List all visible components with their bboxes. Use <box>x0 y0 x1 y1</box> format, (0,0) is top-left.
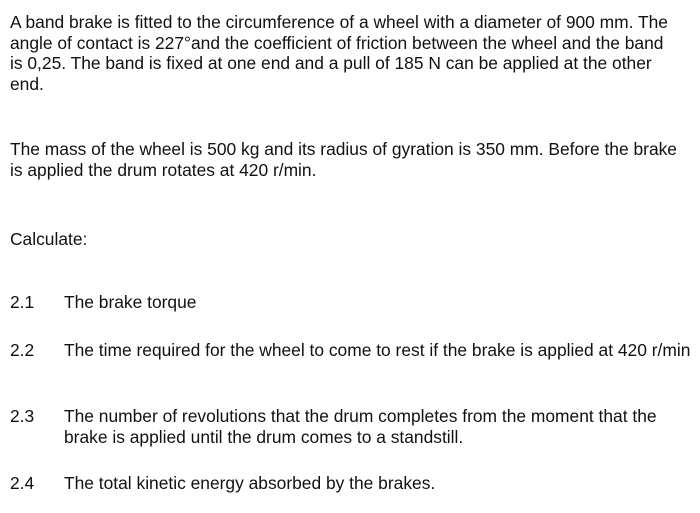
question-number: 2.1 <box>10 292 35 312</box>
question-text: The time required for the wheel to come to rest if the brake is applied at 420 r/min <box>64 340 691 360</box>
problem-statement-paragraph: A band brake is fitted to the circumference of a wheel with a diameter of 900 mm. The angle of contact is 227°and the coefficient of friction between the wheel and the band is 0,25. The band is fixed at one end and a pull of 185 N can be applied at the other end. <box>10 12 668 94</box>
calculate-heading: Calculate: <box>10 229 88 249</box>
question-text: The number of revolutions that the drum completes from the moment that the brake is applied until the drum comes to a standstill. <box>64 406 657 447</box>
question-text: The brake torque <box>64 292 197 312</box>
question-number: 2.3 <box>10 406 35 426</box>
question-number: 2.2 <box>10 340 35 360</box>
question-text: The total kinetic energy absorbed by the brakes. <box>64 473 436 493</box>
question-number: 2.4 <box>10 473 35 493</box>
wheel-data-paragraph: The mass of the wheel is 500 kg and its radius of gyration is 350 mm. Before the brake is applied the drum rotates at 420 r/min. <box>10 139 677 180</box>
